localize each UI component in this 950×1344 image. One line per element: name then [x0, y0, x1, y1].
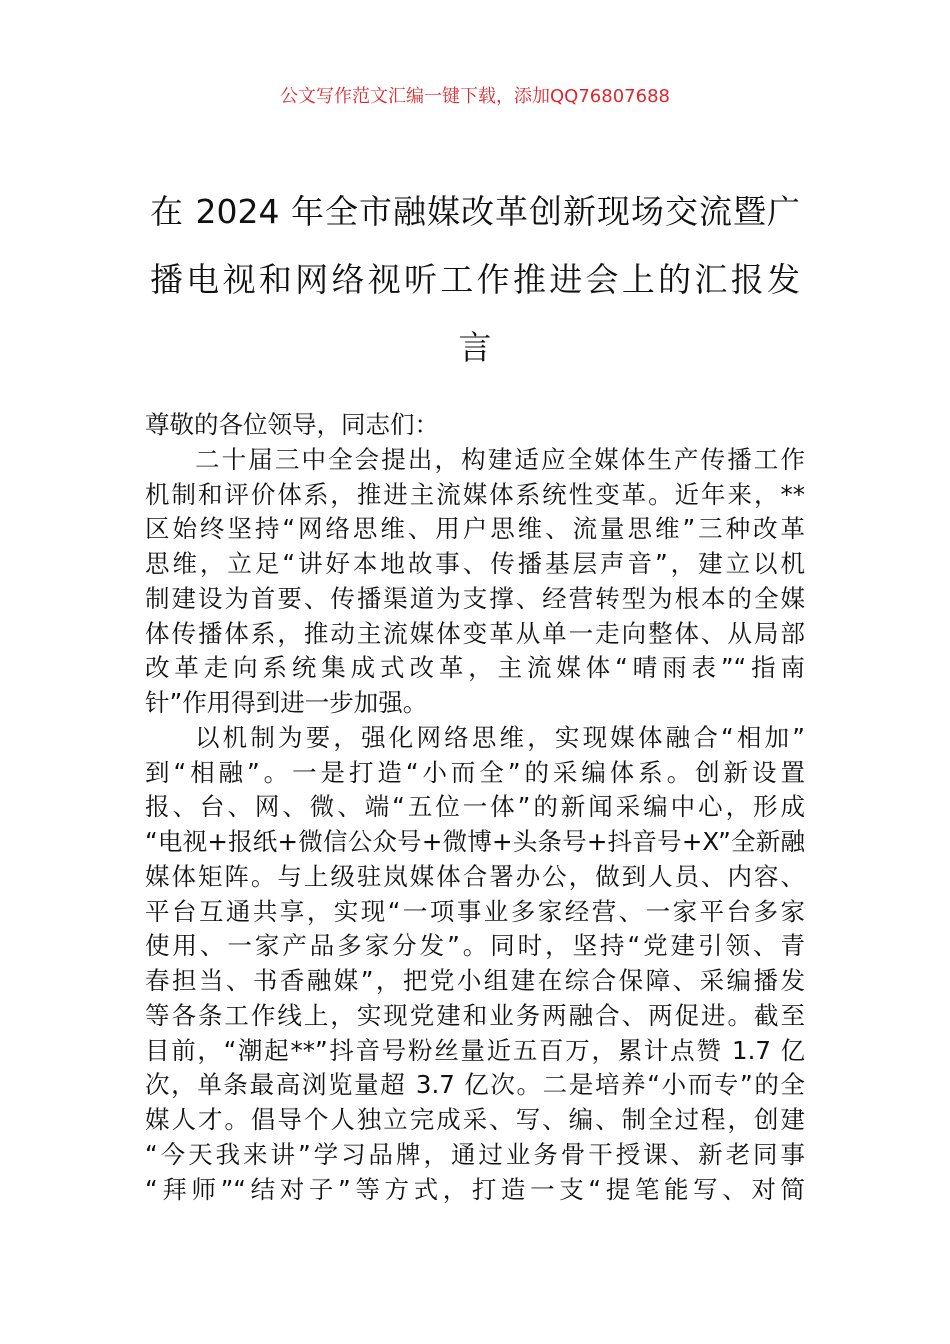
document-title: [150, 178, 800, 382]
paragraph-line: “拜师”“结对子”等方式，打造一支“提笔能写、对简: [145, 1174, 805, 1204]
title-line: 在 2024 年全市融媒改革创新现场交流暨广: [150, 192, 800, 231]
paragraph-line: 以机制为要，强化网络思维，实现媒体融合“相加”: [195, 722, 805, 752]
salutation: 尊敬的各位领导，同志们：: [145, 410, 439, 439]
paragraph-line: 平台互通共享，实现“一项事业多家经营、一家平台多家: [145, 896, 805, 926]
paragraph-line: 机制和评价体系，推进主流媒体系统性变革。近年来，**: [145, 479, 805, 509]
title-line: 播电视和网络视听工作推进会上的汇报发: [150, 260, 800, 299]
paragraph-line: “今天我来讲”学习品牌，通过业务骨干授课、新老同事: [145, 1139, 805, 1169]
paragraph-line: 二十届三中全会提出，构建适应全媒体生产传播工作: [195, 444, 805, 474]
title-line: 言: [458, 328, 492, 367]
paragraph-line: 到“相融”。一是打造“小而全”的采编体系。创新设置: [145, 757, 805, 787]
paragraph-line: 次，单条最高浏览量超 3.7 亿次。二是培养“小而专”的全: [145, 1070, 805, 1100]
paragraph-line: “电视+报纸+微信公众号+微博+头条号+抖音号+X”全新融: [145, 827, 805, 856]
paragraph-line: 目前，“潮起**”抖音号粉丝量近五百万，累计点赞 1.7 亿: [145, 1035, 805, 1065]
paragraph-line: 等各条工作线上，实现党建和业务两融合、两促进。截至: [145, 1000, 805, 1030]
paragraph-line: 针”作用得到进一步加强。: [145, 688, 428, 717]
paragraph-line: 春担当、书香融媒”，把党小组建在综合保障、采编播发: [145, 966, 805, 995]
paragraph-line: 体传播体系，推动主流媒体变革从单一走向整体、从局部: [145, 618, 805, 648]
paragraph-line: 思维，立足“讲好本地故事、传播基层声音”，建立以机: [145, 549, 805, 578]
paragraph-line: 媒人才。倡导个人独立完成采、写、编、制全过程，创建: [145, 1105, 805, 1134]
paragraph-line: 制建设为首要、传播渠道为支撑、经营转型为根本的全媒: [145, 583, 805, 613]
document-body: [145, 408, 805, 1207]
paragraph-line: 使用、一家产品多家分发”。同时，坚持“党建引领、青: [145, 931, 805, 961]
paragraph-line: 报、台、网、微、端“五位一体”的新闻采编中心，形成: [145, 792, 805, 822]
paragraph-line: 改革走向系统集成式改革，主流媒体“晴雨表”“指南: [145, 653, 805, 683]
watermark-download-notice: 公文写作范文汇编一键下载，添加QQ76807688: [280, 86, 670, 107]
paragraph-line: 区始终坚持“网络思维、用户思维、流量思维”三种改革: [145, 514, 805, 544]
paragraph-line: 媒体矩阵。与上级驻岚媒体合署办公，做到人员、内容、: [145, 861, 805, 891]
